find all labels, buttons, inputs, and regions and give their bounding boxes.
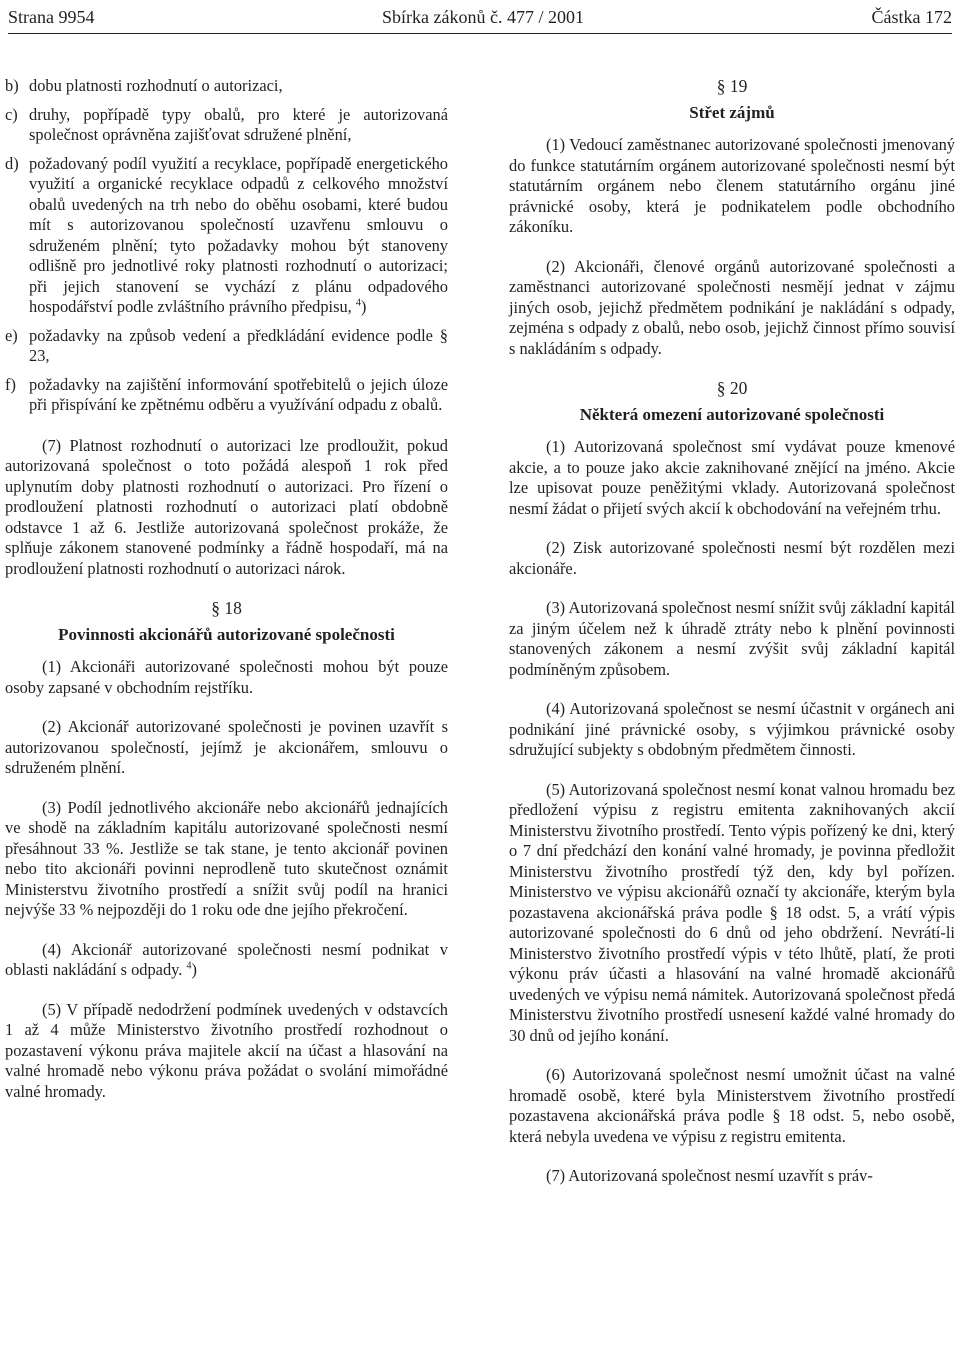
section-20-title: Některá omezení autorizované společnosti: [579, 404, 885, 424]
list-label: b): [5, 76, 19, 95]
section-19-paragraph-1: (1) Vedoucí zaměstnanec autorizované společnosti jmenovaný do funkce statutárním orgánem autorizované společnosti nesmí být statutárním orgánem nebo členem statutárního orgánu jiné právnické osoby, která je podnikatelem podle obchodního zákoníku.: [509, 135, 955, 236]
section-20-paragraph-2: (2) Zisk autorizované společnosti nesmí být rozdělen mezi akcionáře.: [509, 538, 955, 578]
list-item-c: [5, 105, 448, 146]
list-text: požadavky na zajištění informování spotřebitelů o jejich úloze při přispívání ke zpětnému odběru a využívání odpadu z obalů.: [29, 374, 448, 414]
section-18-paragraph-4: [5, 940, 448, 981]
list-item-e: [5, 326, 448, 367]
section-18-number: § 18: [211, 598, 242, 618]
list-item-d: [5, 154, 448, 318]
list-label: f): [5, 374, 16, 394]
section-19-number: § 19: [716, 76, 748, 96]
list-text: požadovaný podíl využití a recyklace, popřípadě energetického využití a organické recyklace odpadů z celkového množství obalů uvedených na trh nebo do oběhu osobami, které budou mít s autorizovanou společností uzavřenu smlouvu o sdruženém plnění; tyto požadavky mohou být stanoveny odlišně pro jednotlivé roky platnosti rozhodnutí o autorizaci; při jejich stanovení se vychází z plánu odpadového hospodářství podle zvláštního právního předpisu,: [29, 153, 448, 316]
list-label: e): [5, 325, 18, 345]
footnote-paren: ): [191, 960, 197, 979]
footnote-ref: 4: [186, 960, 192, 972]
page-number: Strana 9954: [8, 6, 95, 27]
section-20-number: § 20: [716, 378, 748, 398]
section-20-paragraph-6: (6) Autorizovaná společnost nesmí umožnit účast na valné hromadě osobě, které byla Ministerstvem životního prostředí pozastavena akcionářská práva podle § 18 odst. 5, nebo osobě, která nebyla uvedena ve výpisu z registru emitenta.: [509, 1065, 955, 1146]
section-19-paragraph-2: (2) Akcionáři, členové orgánů autorizované společnosti a zaměstnanci autorizované společnosti nesmějí jednat v zájmu jiných osob, jejichž předmětem podnikání je nakládání s odpady, zejména s odpady z obalů, nebo osob, jejichž činnost přímo souvisí s nakládáním s odpady.: [509, 256, 955, 358]
list-text: požadavky na způsob vedení a předkládání evidence podle § 23,: [29, 325, 448, 365]
footnote-paren: ): [360, 297, 367, 316]
section-20-paragraph-4: (4) Autorizovaná společnost se nesmí účastnit v orgánech ani podnikání jiné právnické osoby, s výjimkou právnické osoby sdružující subjekty s obdobným předmětem činnosti.: [509, 699, 955, 759]
collection-title: Sbírka zákonů č. 477 / 2001: [382, 6, 584, 27]
paragraph-text: (4) Akcionář autorizované společnosti nesmí podnikat v oblasti nakládání s odpady.: [5, 939, 448, 979]
header-rule: [8, 33, 952, 34]
section-18-paragraph-5: (5) V případě nedodržení podmínek uvedených v odstavcích 1 až 4 může Ministerstvo životního prostředí rozhodnout o pozastavení výkonu práva majitele akcií na účast a hlasování na valné hromadě nebo výkonu práva požádat o svolání mimořádné valné hromady.: [5, 999, 448, 1101]
list-label: d): [5, 153, 19, 173]
section-18-paragraph-1: (1) Akcionáři autorizované společnosti mohou být pouze osoby zapsané v obchodním rejstříku.: [5, 657, 448, 697]
paragraph-7: (7) Platnost rozhodnutí o autorizaci lze prodloužit, pokud autorizovaná společnost o toto požádá alespoň 1 rok před uplynutím doby platnosti rozhodnutí o autorizaci. Pro řízení o prodloužení platnosti rozhodnutí o autorizaci platí obdobně odstavce 1 až 6. Jestliže autorizovaná společnost prokáže, že splňuje zákonem stanovené podmínky a řádně hospodaří, má na prodloužení platnosti rozhodnutí o autorizaci nárok.: [5, 435, 448, 578]
right-column: [509, 76, 955, 1206]
footnote-ref: 4: [355, 297, 361, 309]
list-item-b: [5, 76, 448, 97]
part-number: Částka 172: [871, 6, 952, 27]
list-text: druhy, popřípadě typy obalů, pro které je autorizovaná společnost oprávněna zajišťovat sdružené plnění,: [29, 104, 448, 144]
section-18-paragraph-3: (3) Podíl jednotlivého akcionáře nebo akcionářů jednajících ve shodě na základním kapitálu autorizované společnosti nesmí přesáhnout 33 %. Jestliže se tak stane, je tento akcionář povinen nebo tito akcionáři povinni neprodleně tuto skutečnost oznámit Ministerstvu životního prostředí a snížit svůj podíl na hranici nejvýše 33 % nejpozději do 1 roku ode dne jejího překročení.: [5, 797, 448, 919]
section-18-title: Povinnosti akcionářů autorizované společnosti: [58, 624, 395, 644]
section-18-paragraph-2: (2) Akcionář autorizované společnosti je povinen uzavřít s autorizovanou společností, jejímž je akcionářem, smlouvu o sdruženém plnění.: [5, 717, 448, 777]
section-20-paragraph-5: (5) Autorizovaná společnost nesmí konat valnou hromadu bez předložení výpisu z registru emitenta zaknihovaných akcií Ministerstvu životního prostředí. Tento výpis pořízený ke dni, který o 7 dní předchází den konání valné hromady, je povinna předložit Ministerstvu životního prostředí týž den, kdy byl pořízen. Ministerstvo ve výpisu akcionářů označí ty akcionáře, kterým byla pozastavena akcionářská práva podle § 18 odst. 5, a vrátí výpis autorizované společnosti do 6 dnů od jeho obdržení. Nevrátí-li Ministerstvo životního prostředí výpis v této lhůtě, platí, že proti výkonu práv účasti a hlasování na valné hromadě akcionářů uvedených ve výpisu nemá námitek. Autorizovaná společnost předá Ministerstvu životního prostředí usnesení každé valné hromady do 30 dnů od jejího konání.: [509, 779, 955, 1045]
list-text: dobu platnosti rozhodnutí o autorizaci,: [29, 76, 283, 95]
list-label: c): [5, 104, 18, 124]
list-item-f: [5, 375, 448, 416]
page-header: [8, 0, 952, 34]
section-20-paragraph-3: (3) Autorizovaná společnost nesmí snížit svůj základní kapitál za jiným účelem než k úhradě ztráty nebo k plnění povinnosti stanovených zákonem a nesmí zvýšit svůj základní kapitál podmíněným způsobem.: [509, 598, 955, 679]
left-column: [5, 76, 448, 1121]
list-text-with-footnote: [29, 154, 448, 318]
section-19-title: Střet zájmů: [689, 102, 775, 122]
section-20-paragraph-1: (1) Autorizovaná společnost smí vydávat pouze kmenové akcie, a to pouze jako akcie zaknihované znějící na jméno. Akcie lze upisovat pouze peněžitými vklady. Autorizovaná společnost nesmí žádat o přijetí svých akcií k obchodování na veřejném trhu.: [509, 437, 955, 518]
section-20-paragraph-7: (7) Autorizovaná společnost nesmí uzavřít s práv-: [546, 1166, 873, 1185]
